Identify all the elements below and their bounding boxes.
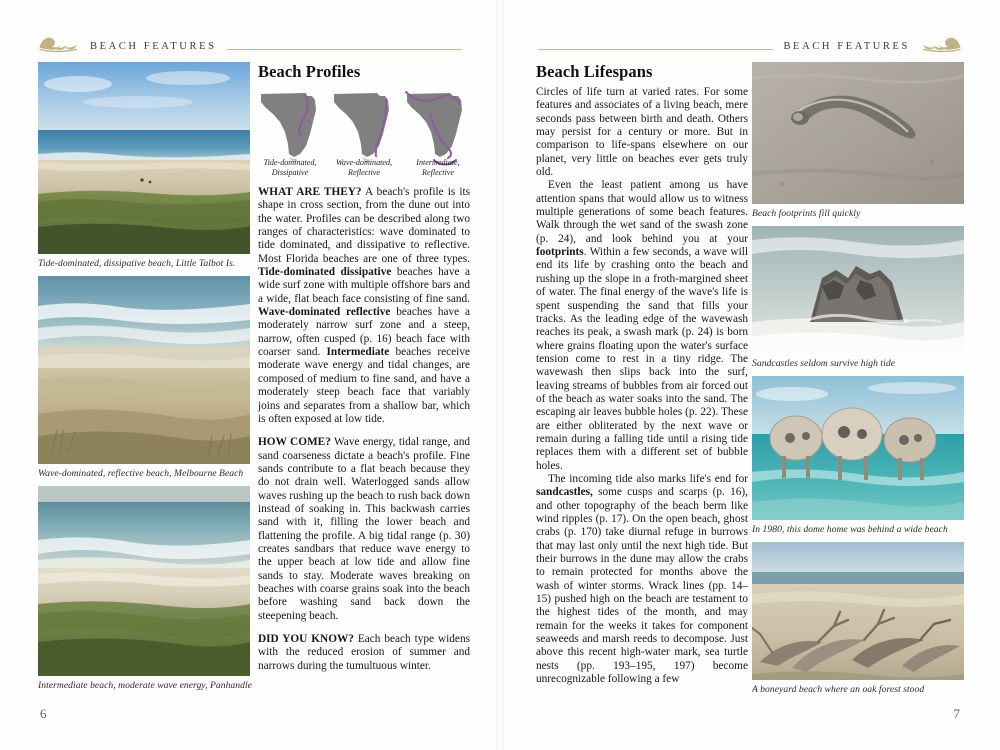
dome-home-caption: In 1980, this dome home was behind a wide beach (752, 524, 948, 535)
lead-how-come: HOW COME? (258, 436, 331, 449)
right-page (500, 0, 1000, 750)
reflective-beach-photo (38, 276, 250, 464)
term-intermediate: Intermediate (326, 346, 390, 359)
running-head-label-right: BEACH FEATURES (783, 41, 910, 52)
running-head-right (538, 28, 962, 54)
para1-d: beaches have a moderately narrow surf zone and a steep, narrow, often cusped (p. 16) beach face with coarser sand. (258, 306, 471, 359)
page-title-beach-profiles: Beach Profiles (258, 62, 361, 81)
figure-label-tide-line1: Tide-dominated, (263, 158, 317, 167)
rpara3-c: some cusps and scarps (p. 16), and other topography of the beach berm like wind ripples (p. 17). On the open beach, ghost crabs (p. 170) take diurnal refuge in burrows that may last only until the next high tide. But their burrows in the dune may allow the crabs to remain protected for months above the wash of winter storms. Wrack lines (pp. 14–15) pushed high on the beach are testament to the highest tides of the month, and may remain for the weeks it takes for component seaweeds and marsh reeds to decompose. Just above this recent high-water mark, sea turtle nests (pp. 193–195, 197) become unrecognizable following a few (536, 486, 748, 686)
left-body-text (258, 186, 470, 673)
figure-label-wave-dominated (329, 158, 399, 177)
term-footprints: footprints (536, 246, 584, 259)
dissipative-beach-photo (38, 62, 250, 254)
footprints-caption: Beach footprints fill quickly (752, 208, 861, 219)
boneyard-beach-photo (752, 542, 964, 680)
para2-body: Wave energy, tidal range, and sand coarseness dictate a beach's profile. Fine sands contribute to a flat beach because they do not drain well. Waterlogged sands allow waves rushing up the beach to rush back down instead of soaking in. This backwash carries sand with it, filling the lower beach and flattening the profile. A big tidal range (p. 30) creates sandbars that reduce wave energy to the upper beach at low tide and allow fine sands to stay. Moderate waves breaking on beaches with coarse grains soak into the beach before washing sand back down the steepening beach. (258, 436, 470, 622)
lead-did-you-know: DID YOU KNOW? (258, 633, 354, 645)
intermediate-beach-caption: Intermediate beach, moderate wave energy, Panhandle (38, 680, 252, 691)
figure-label-wave-line1: Wave-dominated, (335, 158, 393, 167)
paragraph-incoming-tide (536, 473, 748, 687)
folio-right: 7 (953, 706, 960, 721)
running-head-left (38, 28, 462, 54)
lead-what-are-they: WHAT ARE THEY? (258, 186, 362, 198)
page-title-beach-lifespans: Beach Lifespans (536, 62, 653, 81)
figure-label-intermediate-line1: Intermediate, (416, 158, 460, 167)
intermediate-beach-photo (38, 486, 250, 676)
footprints-photo (752, 62, 964, 204)
term-wave-dominated-reflective: Wave-dominated reflective (258, 306, 391, 319)
reflective-beach-caption: Wave-dominated, reflective beach, Melbourne Beach (38, 468, 244, 479)
sandcastle-caption: Sandcastles seldom survive high tide (752, 358, 896, 369)
rpara2-c: . Within a few seconds, a wave will end its life by crashing onto the beach and rushing up the slope in a froth-margined sheet of water. The final energy of the wave's life is spent suspending the sand that fills your tracks. As the leading edge of the wavewash reaches its peak, a swash mark (p. 24) is born where grains floating upon the water's surface tension come to rest in a tiny ridge. The wavewash then slips back into the surf, leaving streams of bubbles from air forced out of the beach as water soaks into the sand. The escaping air leaves bubble holes (p. 22). These are either obliterated by the next wave or remain during a falling tide until a rising tide replaces them with a different set of bubble holes. (536, 246, 748, 472)
paragraph-how-come (258, 436, 470, 623)
figure-label-intermediate-line2: Reflective (422, 167, 454, 177)
figure-label-intermediate (403, 158, 473, 177)
running-head-label-left: BEACH FEATURES (90, 41, 217, 52)
sandcastle-photo (752, 226, 964, 354)
term-tide-dominated-dissipative: Tide-dominated dissipative (258, 266, 392, 279)
paragraph-did-you-know (258, 633, 470, 673)
para1-c: beaches have a wide surf zone with multiple offshore bars and a wide, flat beach face consisting of fine sand. (258, 266, 471, 305)
para3-body: Each beach type widens with the reduced erosion of summer and narrows during the tumultuous winter. (258, 633, 470, 672)
term-sandcastles: sandcastles, (536, 486, 593, 499)
dome-home-photo (752, 376, 964, 520)
figure-label-tide-line2: Dissipative (271, 167, 309, 177)
boneyard-beach-caption: A boneyard beach where an oak forest stood (752, 684, 925, 695)
para1-a: A beach's profile is its shape in cross section, from the dune out into the water. Profiles can be described along two ranges of characteristics: wave dominated to tide dominated, and dissipative to reflective. Most Florida beaches are one of three types. (258, 186, 471, 265)
wave-ornament-icon (38, 33, 80, 53)
running-head-rule-left (227, 49, 462, 50)
running-head-rule-right (538, 49, 773, 50)
paragraph-attention-spans (536, 179, 748, 473)
para1-e: beaches receive moderate wave energy and tidal changes, are composed of medium to fine sand, and have a moderately steep beach face that variably joins and separates from a shallow bar, which is often exposed at low tide. (258, 346, 470, 425)
paragraph-circles-of-life: Circles of life turn at varied rates. For some features and associates of a living beach, mere seconds pass between birth and death. Others may persist for a century or more. But in comparison to life-spans elsewhere on our planet, very little on beaches ever gets truly old. (536, 86, 748, 179)
dissipative-beach-caption: Tide-dominated, dissipative beach, Little Talbot Is. (38, 258, 236, 269)
figure-label-wave-line2: Reflective (348, 167, 380, 177)
paragraph-what-are-they (258, 186, 470, 426)
rpara3-a: The incoming tide also marks life's end for (548, 472, 748, 485)
florida-profile-labels (255, 158, 473, 177)
folio-left: 6 (40, 706, 47, 721)
figure-label-tide-dominated (255, 158, 325, 177)
right-body-text (536, 86, 748, 686)
rpara2-a: Even the least patient among us have attention spans that would allow us to witness multiple generations of some beach features. Walk through the wet sand of the swash zone (p. 24), and look behind you at your (536, 179, 748, 245)
wave-ornament-icon (920, 33, 962, 53)
